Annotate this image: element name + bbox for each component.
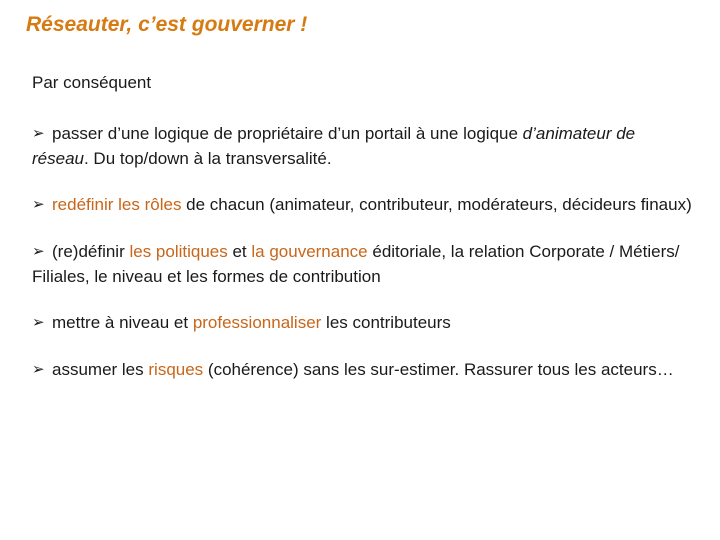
bullet-text-highlight: professionnaliser bbox=[192, 313, 322, 332]
bullet-text-highlight: la gouvernance bbox=[251, 242, 368, 261]
arrow-bullet-icon: ➢ bbox=[32, 125, 45, 142]
slide-title: Réseauter, c’est gouverner ! bbox=[26, 13, 308, 36]
bullet-item bbox=[32, 358, 692, 383]
arrow-bullet-icon: ➢ bbox=[32, 196, 45, 213]
bullet-text-highlight: risques bbox=[148, 360, 204, 379]
bullet-text: éditoriale, la relation Corporate / Métiers/ Filiales, le niveau et les formes de contribution bbox=[32, 242, 680, 286]
bullet-text-italic: d’animateur de réseau bbox=[32, 124, 636, 168]
bullet-text: les contributeurs bbox=[321, 313, 451, 332]
arrow-bullet-icon: ➢ bbox=[32, 361, 45, 378]
bullet-text: mettre à niveau et bbox=[52, 313, 193, 332]
bullet-text: assumer les bbox=[52, 360, 149, 379]
bullet-text-highlight: redéfinir les rôles bbox=[52, 195, 182, 214]
intro-text: Par conséquent bbox=[32, 73, 152, 92]
bullet-text-highlight: les politiques bbox=[129, 242, 228, 261]
bullet-text: . Du top/down à la transversalité. bbox=[83, 149, 332, 168]
bullet-item bbox=[32, 122, 692, 171]
bullet-item bbox=[32, 311, 692, 336]
bullet-list bbox=[32, 122, 692, 383]
bullet-text: de chacun (animateur, contributeur, modérateurs, décideurs finaux) bbox=[181, 195, 692, 214]
bullet-item bbox=[32, 193, 692, 218]
arrow-bullet-icon: ➢ bbox=[32, 314, 45, 331]
bullet-text: (re)définir bbox=[52, 242, 130, 261]
bullet-item bbox=[32, 240, 692, 289]
bullet-text: et bbox=[227, 242, 252, 261]
arrow-bullet-icon: ➢ bbox=[32, 243, 45, 260]
bullet-text: passer d’une logique de propriétaire d’un portail à une logique bbox=[52, 124, 523, 143]
bullet-text: (cohérence) sans les sur-estimer. Rassurer tous les acteurs… bbox=[203, 360, 674, 379]
